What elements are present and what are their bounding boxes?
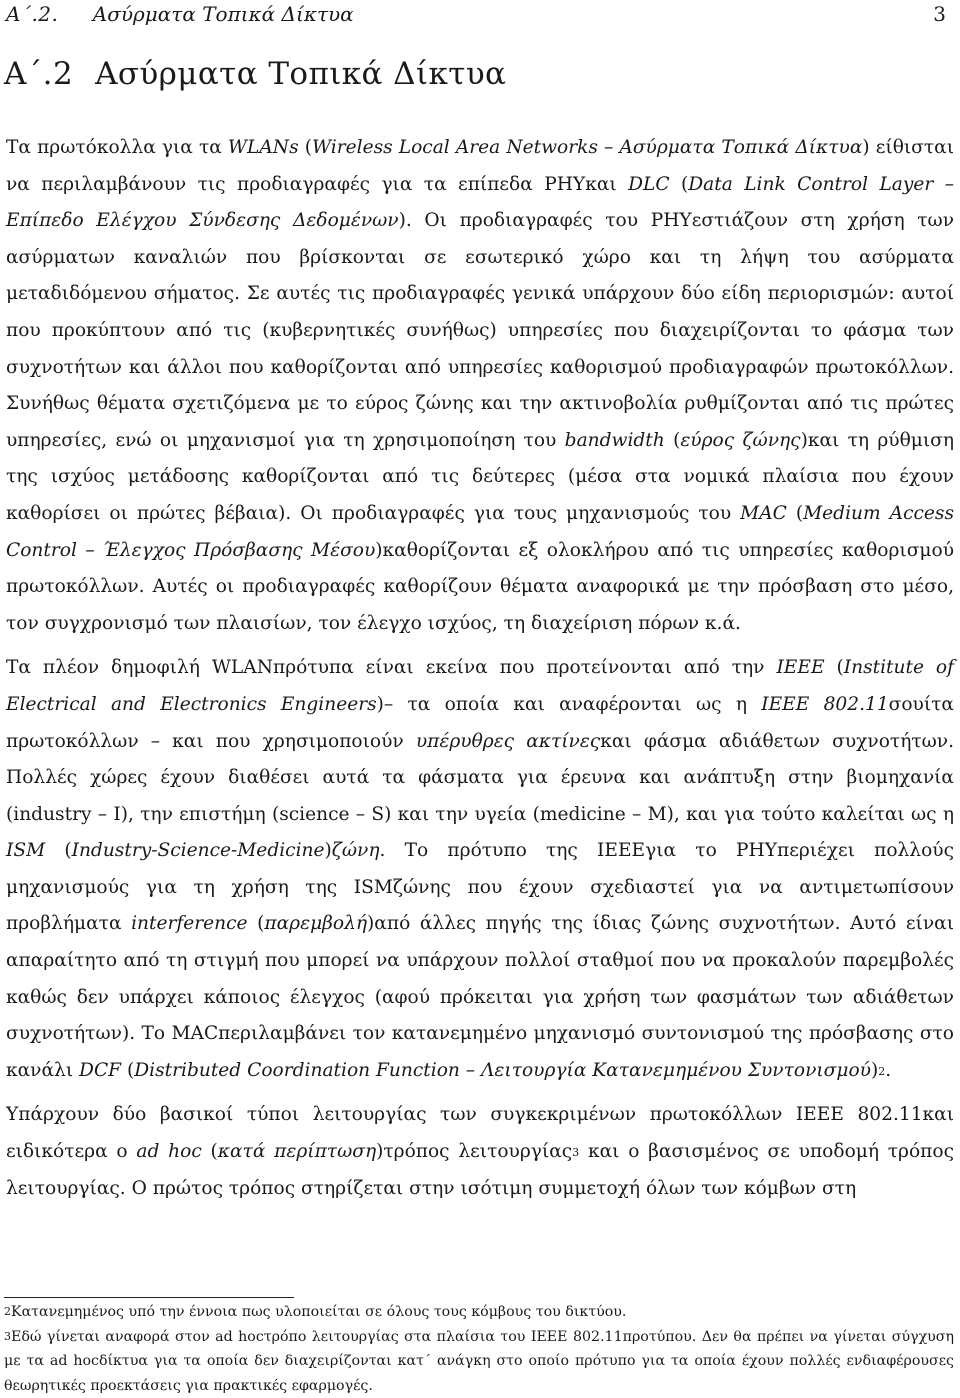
- italic-term: παρεμβολή: [264, 913, 368, 935]
- footnote-reference: 2: [878, 1064, 886, 1078]
- italic-term: Medium Access Control – Έλεγχος Πρόσβασης Μέσου: [6, 502, 954, 561]
- text-run: (: [247, 913, 265, 935]
- footnotes: [4, 1300, 954, 1398]
- text-run: .: [885, 1059, 892, 1081]
- italic-term: Institute of Electrical and Electronics Engineers: [6, 657, 954, 715]
- text-run: (: [121, 1059, 135, 1081]
- italic-term: IEEE 802.11: [761, 693, 889, 715]
- italic-term: κατά περίπτωση: [217, 1141, 377, 1163]
- italic-term: Data Link Control Layer – Επίπεδο Ελέγχου Σύνδεσης Δεδομένων: [6, 173, 954, 232]
- italic-term: DCF: [79, 1059, 122, 1081]
- italic-term: Distributed Coordination Function – Λειτουργία Κατανεμημένου Συντονισμού: [134, 1059, 871, 1081]
- text-run: Τα πρωτόκολλα για τα: [6, 137, 228, 158]
- italic-term: ad hoc: [136, 1141, 202, 1163]
- italic-term: Industry-Science-Medicine: [71, 840, 325, 862]
- running-header: [6, 2, 946, 28]
- italic-term: εύρος ζώνης: [680, 429, 801, 451]
- page-number: 3: [933, 2, 946, 26]
- text-run: Υπάρχουν δύο βασικοί τύποι λειτουργίας των συγκεκριμένων πρωτοκόλλων IEEE 802.11και ειδικότερα ο: [6, 1104, 954, 1163]
- text-run: (: [786, 502, 804, 524]
- italic-term: Wireless Local Area Networks – Ασύρματα Τοπικά Δίκτυα: [312, 137, 863, 158]
- section-title: Ασύρματα Τοπικά Δίκτυα: [95, 56, 507, 92]
- text-run: . Το πρότυπο της IEEEγια το PHYπεριέχει πολλούς μηχανισμούς για τη χρήση της ISMζώνης που έχουν σχεδιαστεί για να αντιμετωπίσουν προβλήματα: [6, 840, 954, 935]
- italic-term: DLC: [628, 173, 670, 195]
- italic-term: MAC: [740, 502, 787, 524]
- header-section-title: Ασύρματα Τοπικά Δίκτυα: [92, 2, 354, 26]
- footnote: [4, 1325, 954, 1398]
- header-section-number: A΄.2.: [6, 2, 59, 26]
- section-heading: [4, 56, 506, 92]
- footnote: [4, 1300, 954, 1325]
- section-number: A΄.2: [4, 56, 74, 92]
- text-run: )και τη ρύθμιση της ισχύος μετάδοσης καθορίζονται από τις δεύτερες (μέσα στα νομικά πλαίσια που έχουν καθορίσει οι πρώτες βέβαια). Οι προδιαγραφές για τους μηχανισμούς του: [6, 429, 955, 524]
- text-run: (: [201, 1141, 218, 1163]
- text-run: ): [870, 1059, 879, 1081]
- italic-term: WLANs: [227, 137, 299, 158]
- footnote-rule: [4, 1297, 294, 1298]
- italic-term: bandwidth: [564, 429, 665, 451]
- footnote-mark: 3: [4, 1329, 11, 1343]
- footnote-text: Εδώ γίνεται αναφορά στον ad hocτρόπο λειτουργίας στα πλαίσια του IEEE 802.11προτύπου. Δεν θα πρέπει να γίνεται σύγχυση με τα ad hocδίκτυα για τα οποία δεν διαχειρίζονται κατ΄ ανάγκη στο οποίο πρότυπο για τα οποία έχουν πολλές ενδιαφέρουσες θεωρητικές προεκτάσεις για πρακτικές εφαρμογές.: [4, 1328, 954, 1394]
- italic-term: ISM: [6, 840, 46, 862]
- text-run: (: [664, 429, 681, 451]
- italic-term: υπέρυθρες ακτίνες: [415, 730, 601, 752]
- text-run: (: [824, 657, 844, 679]
- text-run: )καθορίζονται εξ ολοκλήρου από τις υπηρεσίες καθορισμού πρωτοκόλλων. Αυτές οι προδιαγραφές καθορίζουν θέματα αναφορικά με την πρόσβαση στο μέσο, τον συγχρονισμό των πλαισίων, τον έλεγχο ισχύος, τη διαχείριση πόρων κ.ά.: [6, 539, 954, 634]
- text-run: (: [669, 173, 689, 195]
- footnote-mark: 2: [4, 1305, 11, 1318]
- text-run: ). Οι προδιαγραφές του PHYεστιάζουν στη χρήση των ασύρματων καναλιών που βρίσκονται σε εσωτερικό χώρο και τη λήψη του ασύρματα μεταδιδόμενου σήματος. Σε αυτές τις προδιαγραφές γενικά υπάρχουν δύο είδη περιορισμών: αυτοί που προκύπτουν από τις (κυβερνητικές συνήθως) υπηρεσίες που διαχειρίζονται το φάσμα των συχνοτήτων και άλλοι που καθορίζονται από υπηρεσίες καθορισμού προδιαγραφών πρωτοκόλλων. Συνήθως θέματα σχετιζόμενα με το εύρος ζώνης και την ακτινοβολία ρυθμίζονται από τις πρώτες υπηρεσίες, ενώ οι μηχανισμοί για τη χρησιμοποίηση του: [6, 210, 954, 451]
- text-run: σουίτα πρωτοκόλλων – και που χρησιμοποιούν: [6, 693, 954, 752]
- paragraph: [6, 1097, 954, 1207]
- text-run: )από άλλες πηγής της ίδιας ζώνης συχνοτήτων. Αυτό είναι απαραίτητο από τη στιγμή που μπορεί να υπάρχουν πολλοί σταθμοί που να προκαλούν παρεμβολές καθώς δεν υπάρχει κάποιος έλεγχος (αφού πρόκειται για χρήση των φασμάτων των αδιάθετων συχνοτήτων). Το MACπεριλαμβάνει τον κατανεμημένο μηχανισμό συντονισμού της πρόσβασης στο κανάλι: [6, 913, 954, 1081]
- italic-term: interference: [131, 913, 248, 935]
- italic-term: ζώνη: [331, 840, 380, 862]
- text-run: )– τα οποία και αναφέρονται ως η: [376, 693, 762, 715]
- text-run: και ο βασισμένος σε υποδομή τρόπος λειτουργίας. Ο πρώτος τρόπος στηρίζεται στην ισότιμη συμμετοχή όλων των κόμβων στη: [6, 1141, 955, 1199]
- italic-term: IEEE: [776, 657, 825, 679]
- footnote-text: Κατανεμημένος υπό την έννοια πως υλοποιείται σε όλους τους κόμβους του δικτύου.: [11, 1304, 627, 1320]
- text-run: και φάσμα αδιάθετων συχνοτήτων. Πολλές χώρες έχουν διαθέσει αυτά τα φάσματα για έρευνα και ανάπτυξη στην βιομηχανία (industry – I), την επιστήμη (science – S) και την υγεία (medicine – M), και για τούτο καλείται ως η: [6, 730, 954, 825]
- footnote-reference: 3: [572, 1146, 580, 1160]
- text-run: ) είθισται να περιλαμβάνουν τις προδιαγραφές για τα επίπεδα PHYκαι: [6, 137, 955, 195]
- paragraph: [6, 650, 954, 1089]
- text-run: )τρόπος λειτουργίας: [376, 1141, 573, 1163]
- text-run: Τα πλέον δημοφιλή WLANπρότυπα είναι εκείνα που προτείνονται από την: [6, 657, 777, 679]
- text-run: ): [324, 840, 332, 862]
- text-run: (: [45, 840, 72, 862]
- text-run: (: [298, 137, 312, 158]
- body-text: [6, 130, 954, 1207]
- paragraph: [6, 130, 954, 642]
